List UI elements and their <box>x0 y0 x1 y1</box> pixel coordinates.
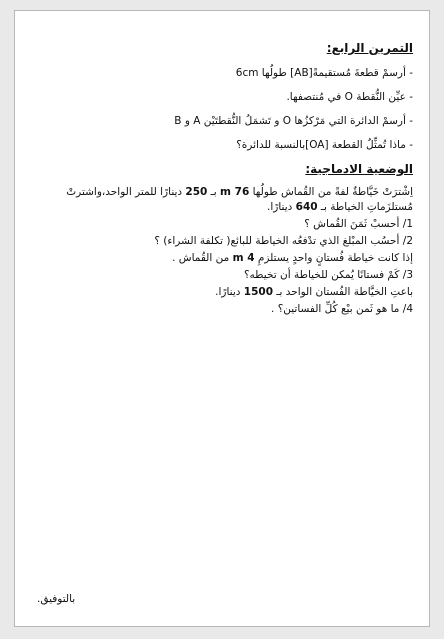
worksheet-page <box>14 10 430 627</box>
closing-note: بالتوفيق. <box>37 593 76 605</box>
integration-title: الوضعية الادماجية: <box>305 162 413 176</box>
exercise4-title: التمرين الرابع: <box>326 41 413 55</box>
exercise4-line-3: - أرسمْ الدائرة التي مَرْكزُها O و تَشمَلُ النُّقطتَيْن A و B <box>174 115 413 127</box>
question-4: 4/ ما هو ثَمن بيْع كُلِّ الفساتين؟ . <box>271 303 413 315</box>
question-3: 3/ كَمْ فستانًا يُمكن للخياطة أن تخيطه؟ <box>243 269 413 281</box>
worksheet-content <box>33 41 413 319</box>
exercise4-line-4: - ماذا تُمثِّلُ القطعة [OA]بالنسبة للدائرة؟ <box>236 139 413 151</box>
exercise4-line-2: - عيِّن النُّقطة O في مُنتصفها. <box>286 91 413 103</box>
condition-line: إذا كانت خياطة فُستانٍ واحدٍ يستلزمِ 4 m من القُماش . <box>172 252 413 264</box>
question-1: 1/ أحسبْ ثَمَنَ القُماش ؟ <box>304 218 413 230</box>
sale-line: باعتِ الخيَّاطة الفُستان الواحد بـ 1500 دينارًا. <box>215 286 413 298</box>
exercise4-line-1: - أرسمْ قطعةَ مُستقيمةً[AB] طولُها 6cm <box>235 67 413 79</box>
integration-intro: اِشْترَتْ خَيَّاطةٌ لفةً من القُماش طولُها 76 m بـ 250 دينارًا للمتر الواحد،واشترتْ مُستلزَماتِ الخياطة بـ 640 دينارًا. <box>66 186 413 213</box>
question-2: 2/ أحسُب المبْلغ الذي تدْفعُه الخياطة للبائع( تكلفة الشراء) ؟ <box>154 235 413 247</box>
